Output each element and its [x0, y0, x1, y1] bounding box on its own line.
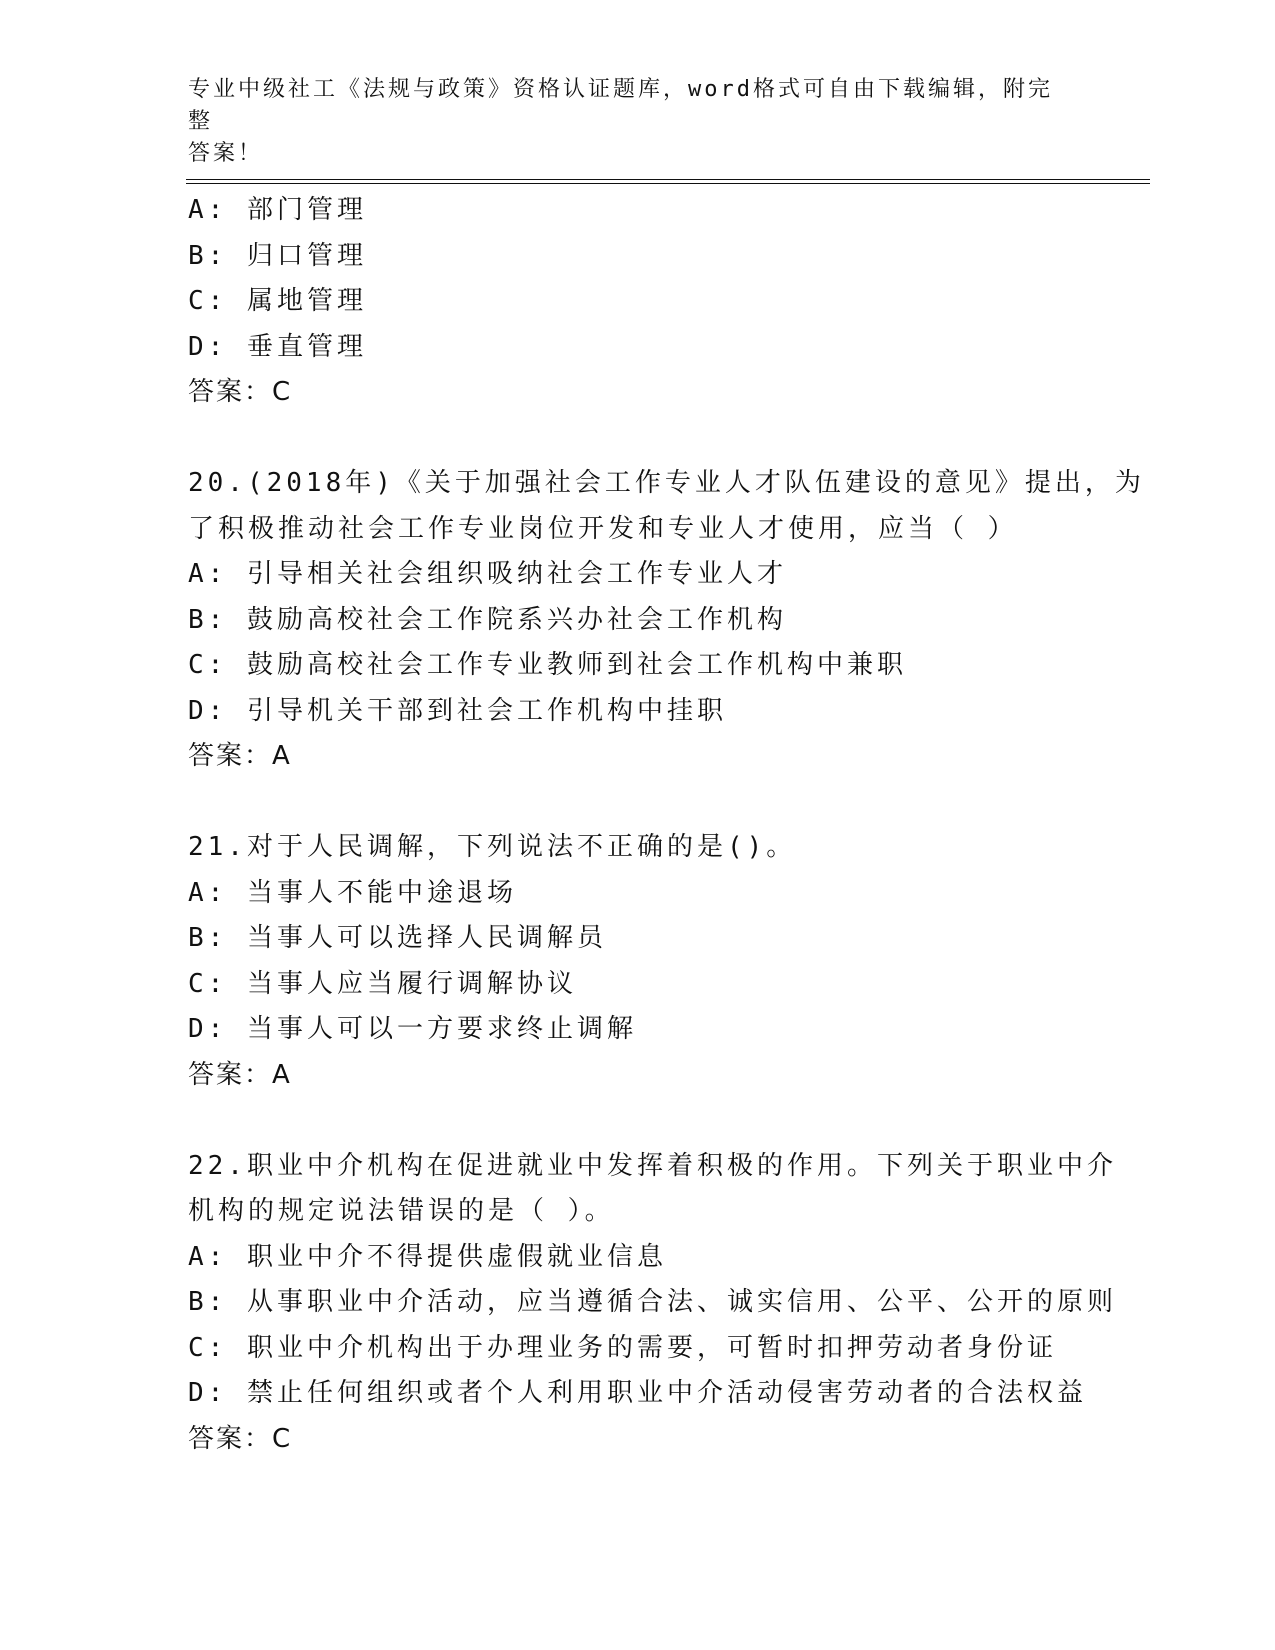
document-body [188, 188, 1145, 1462]
question-19 [188, 188, 1128, 416]
document-header [188, 74, 1068, 170]
spacer [188, 780, 1128, 826]
answer: 答案：C [188, 1423, 293, 1454]
option-c: C: 属地管理 [188, 286, 367, 316]
option-d: D: 引导机关干部到社会工作机构中挂职 [188, 695, 727, 726]
answer: 答案：C [188, 377, 293, 407]
option-a: A: 部门管理 [188, 195, 367, 225]
option-b: B: 归口管理 [188, 240, 367, 271]
spacer [188, 416, 1128, 462]
question-text-line-1: 21.对于人民调解，下列说法不正确的是()。 [188, 832, 797, 862]
question-text-line-2: 了积极推动社会工作专业岗位开发和专业人才使用，应当（ ） [188, 513, 1018, 544]
header-divider-top [186, 179, 1150, 180]
option-d: D: 垂直管理 [188, 331, 367, 362]
option-c: C: 当事人应当履行调解协议 [188, 968, 577, 999]
header-line-2: 答案！ [188, 141, 264, 166]
question-text-line-1: 22.职业中介机构在促进就业中发挥着积极的作用。下列关于职业中介 [188, 1150, 1117, 1181]
option-a: A: 职业中介不得提供虚假就业信息 [188, 1241, 667, 1272]
option-d: D: 当事人可以一方要求终止调解 [188, 1014, 637, 1044]
option-b: B: 从事职业中介活动，应当遵循合法、诚实信用、公平、公开的原则 [188, 1287, 1117, 1317]
option-d: D: 禁止任何组织或者个人利用职业中介活动侵害劳动者的合法权益 [188, 1378, 1087, 1408]
option-a: A: 引导相关社会组织吸纳社会工作专业人才 [188, 559, 787, 589]
option-c: C: 鼓励高校社会工作专业教师到社会工作机构中兼职 [188, 650, 907, 680]
answer: 答案：A [188, 741, 292, 771]
option-b: B: 当事人可以选择人民调解员 [188, 923, 607, 953]
option-b: B: 鼓励高校社会工作院系兴办社会工作机构 [188, 604, 787, 635]
option-a: A: 当事人不能中途退场 [188, 877, 517, 908]
header-divider-bottom [186, 183, 1150, 184]
answer: 答案：A [188, 1059, 292, 1090]
question-22 [188, 1144, 1128, 1463]
question-21 [188, 825, 1128, 1098]
question-text-line-2: 机构的规定说法错误的是（ ）。 [188, 1196, 615, 1226]
question-20 [188, 461, 1145, 780]
header-line-1: 专业中级社工《法规与政策》资格认证题库，word格式可自由下载编辑，附完整 [188, 77, 1053, 134]
option-c: C: 职业中介机构出于办理业务的需要，可暂时扣押劳动者身份证 [188, 1332, 1057, 1363]
spacer [188, 1098, 1128, 1144]
question-text-line-1: 20.(2018年)《关于加强社会工作专业人才队伍建设的意见》提出，为 [188, 468, 1145, 498]
